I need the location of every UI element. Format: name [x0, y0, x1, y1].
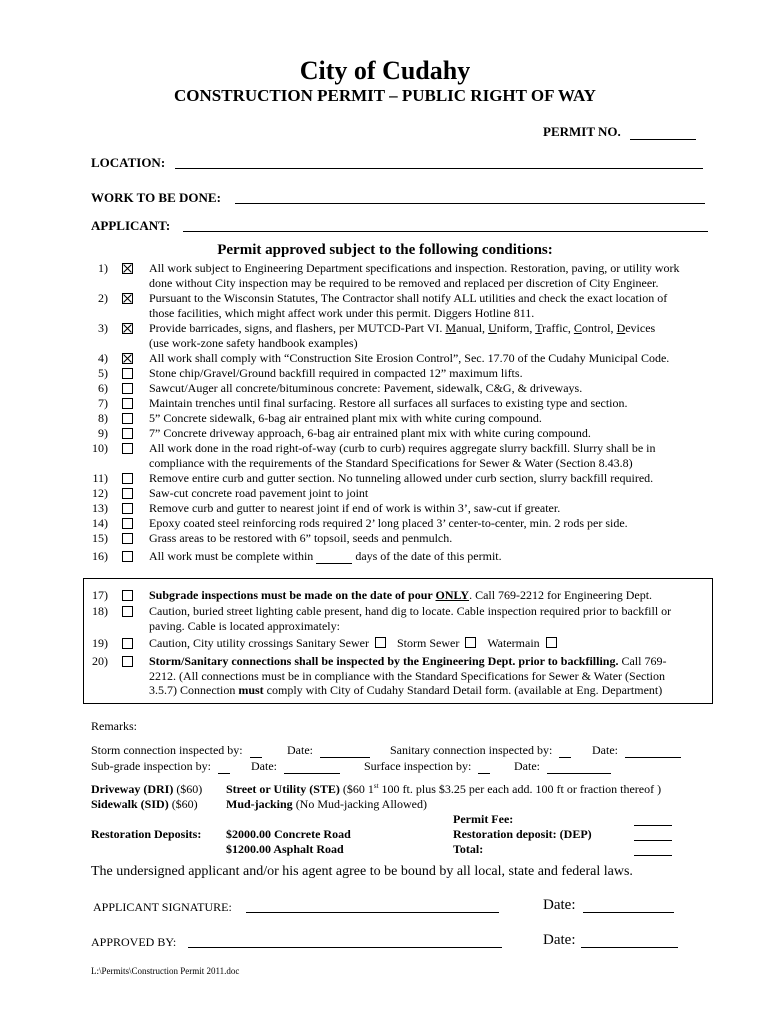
- condition-number: 7): [98, 396, 108, 410]
- condition-text: Provide barricades, signs, and flashers, per MUTCD-Part VI. Manual, Uniform, Traffic, Control, Devices (use work-zone safety handbook examples): [149, 321, 656, 350]
- subgrade-date-row: Date:: [251, 759, 340, 774]
- storm-date-field[interactable]: [320, 757, 370, 758]
- sanitary-date-field[interactable]: [625, 757, 681, 758]
- surface-inspection-row: Surface inspection by:: [364, 759, 490, 774]
- condition-number: 5): [98, 366, 108, 380]
- condition-text: All work done in the road right-of-way (curb to curb) requires aggregate slurry backfill. Slurry shall be in compliance with the requirements of the Standard Specifications for Sewer & Water (Section 8.43.8): [149, 441, 656, 470]
- condition-number: 6): [98, 381, 108, 395]
- surface-date-field[interactable]: [547, 773, 611, 774]
- restoration-dep-label: Restoration deposit: (DEP): [453, 827, 592, 841]
- condition-number: 15): [92, 531, 108, 545]
- work-field[interactable]: [235, 203, 705, 204]
- condition-number: 4): [98, 351, 108, 365]
- permit-no-label: PERMIT NO.: [543, 124, 696, 140]
- condition-text: Pursuant to the Wisconsin Statutes, The Contractor shall notify ALL utilities and check the exact location of those facilities, which might affect work under this permit. Diggers Hotline 811.: [149, 291, 668, 320]
- condition-checkbox[interactable]: [122, 428, 133, 439]
- applicant-date-label: Date:: [543, 897, 576, 913]
- subgrade-inspector-field[interactable]: [218, 773, 230, 774]
- file-path-footer: L:\Permits\Construction Permit 2011.doc: [91, 966, 240, 976]
- storm-inspector-field[interactable]: [250, 757, 262, 758]
- storm-sewer-checkbox[interactable]: [465, 637, 476, 648]
- asphalt-deposit: $1200.00 Asphalt Road: [226, 842, 344, 856]
- remarks-label: Remarks:: [91, 719, 137, 733]
- subgrade-inspection-row: Sub-grade inspection by:: [91, 759, 230, 774]
- condition-number: 2): [98, 291, 108, 305]
- total-label: Total:: [453, 842, 484, 856]
- condition-text: Sawcut/Auger all concrete/bituminous concrete: Pavement, sidewalk, C&G, & driveways.: [149, 381, 583, 395]
- conditions-heading: Permit approved subject to the following conditions:: [217, 242, 553, 258]
- condition-text: All work shall comply with “Construction Site Erosion Control”, Sec. 17.70 of the Cudahy Municipal Code.: [149, 351, 670, 365]
- condition-number: 8): [98, 411, 108, 425]
- approved-date-label: Date:: [543, 932, 576, 948]
- condition-checkbox[interactable]: [122, 473, 133, 484]
- work-label: WORK TO BE DONE:: [91, 190, 221, 205]
- sanitary-inspection-row: Sanitary connection inspected by:: [390, 743, 571, 758]
- applicant-field[interactable]: [183, 231, 708, 232]
- condition-checkbox[interactable]: [122, 413, 133, 424]
- condition-checkbox[interactable]: [122, 398, 133, 409]
- condition-checkbox[interactable]: [122, 590, 133, 601]
- permit-fee-field[interactable]: [634, 825, 672, 826]
- approved-by-field[interactable]: [188, 947, 502, 948]
- condition-number: 3): [98, 321, 108, 335]
- condition-text: Saw-cut concrete road pavement joint to joint: [149, 486, 369, 500]
- condition-checkbox[interactable]: [122, 533, 133, 544]
- watermain-checkbox[interactable]: [546, 637, 557, 648]
- fee-driveway: Driveway (DRI) ($60): [91, 782, 203, 796]
- fee-street: Street or Utility (STE) ($60 1st 100 ft. plus $3.25 per each add. 100 ft or fraction thereof ): [226, 782, 662, 796]
- surface-date-row: Date:: [514, 759, 611, 774]
- condition-number: 10): [92, 441, 108, 455]
- condition-text: 7” Concrete driveway approach, 6-bag air entrained plant mix with white curing compound.: [149, 426, 591, 440]
- condition-text: Stone chip/Gravel/Ground backfill required in compacted 12” maximum lifts.: [149, 366, 523, 380]
- condition-checkbox[interactable]: [122, 656, 133, 667]
- restoration-dep-field[interactable]: [634, 840, 672, 841]
- location-field[interactable]: [175, 168, 703, 169]
- condition-checkbox[interactable]: [122, 443, 133, 454]
- approved-date-field[interactable]: [581, 947, 678, 948]
- condition-text: All work subject to Engineering Department specifications and inspection. Restoration, paving, or utility work done without City inspection may be required to be removed and replaced per discretion of City Engineer.: [149, 261, 680, 290]
- condition-text: Maintain trenches until final surfacing. Restore all surfaces all surfaces to existing type and section.: [149, 396, 628, 410]
- condition-text: 5” Concrete sidewalk, 6-bag air entrained plant mix with white curing compound.: [149, 411, 542, 425]
- condition-checkbox[interactable]: [122, 353, 133, 364]
- applicant-signature-label: APPLICANT SIGNATURE:: [93, 900, 232, 914]
- applicant-label: APPLICANT:: [91, 218, 171, 233]
- condition-text: Grass areas to be restored with 6” topsoil, seeds and penmulch.: [149, 531, 453, 545]
- condition-checkbox[interactable]: [122, 503, 133, 514]
- condition-checkbox[interactable]: [122, 293, 133, 304]
- permit-no-field[interactable]: [630, 139, 696, 140]
- condition-text: Remove curb and gutter to nearest joint if end of work is within 3’, saw-cut if greater.: [149, 501, 561, 515]
- location-label: LOCATION:: [91, 155, 166, 170]
- permit-fee-label: Permit Fee:: [453, 812, 514, 826]
- storm-date-row: Date:: [287, 743, 370, 758]
- condition-number: 1): [98, 261, 108, 275]
- surface-inspector-field[interactable]: [478, 773, 490, 774]
- page-title: City of Cudahy: [299, 56, 471, 85]
- days-field[interactable]: [316, 563, 352, 564]
- fee-mudjacking: Mud-jacking (No Mud-jacking Allowed): [226, 797, 427, 811]
- storm-inspection-row: Storm connection inspected by:: [91, 743, 262, 758]
- sanitary-date-row: Date:: [592, 743, 681, 758]
- condition-number: 9): [98, 426, 108, 440]
- condition-checkbox[interactable]: [122, 606, 133, 617]
- condition-number: 16): [92, 549, 108, 563]
- approved-by-label: APPROVED BY:: [91, 935, 177, 949]
- condition-checkbox[interactable]: [122, 488, 133, 499]
- condition-number: 12): [92, 486, 108, 500]
- condition-checkbox[interactable]: [122, 263, 133, 274]
- condition-text: Epoxy coated steel reinforcing rods required 2’ long placed 3’ center-to-center, min. 2 rods per side.: [149, 516, 628, 530]
- restoration-deposits-label: Restoration Deposits:: [91, 827, 202, 841]
- condition-checkbox[interactable]: [122, 551, 133, 562]
- applicant-date-field[interactable]: [583, 912, 674, 913]
- condition-checkbox[interactable]: [122, 323, 133, 334]
- fee-sidewalk: Sidewalk (SID) ($60): [91, 797, 198, 811]
- condition-checkbox[interactable]: [122, 368, 133, 379]
- subgrade-date-field[interactable]: [284, 773, 340, 774]
- concrete-deposit: $2000.00 Concrete Road: [226, 827, 351, 841]
- condition-checkbox[interactable]: [122, 383, 133, 394]
- condition-number: 14): [92, 516, 108, 530]
- sanitary-inspector-field[interactable]: [559, 757, 571, 758]
- total-field[interactable]: [634, 855, 672, 856]
- sanitary-sewer-checkbox[interactable]: [375, 637, 386, 648]
- condition-checkbox[interactable]: [122, 638, 133, 649]
- agreement-text: The undersigned applicant and/or his agent agree to be bound by all local, state and federal laws.: [91, 864, 633, 879]
- applicant-signature-field[interactable]: [246, 912, 499, 913]
- condition-number: 13): [92, 501, 108, 515]
- page-subtitle: CONSTRUCTION PERMIT – PUBLIC RIGHT OF WAY: [174, 86, 596, 105]
- condition-text: Remove entire curb and gutter section. No tunneling allowed under curb section, slurry backfill required.: [149, 471, 654, 485]
- condition-number: 11): [92, 471, 108, 485]
- condition-checkbox[interactable]: [122, 518, 133, 529]
